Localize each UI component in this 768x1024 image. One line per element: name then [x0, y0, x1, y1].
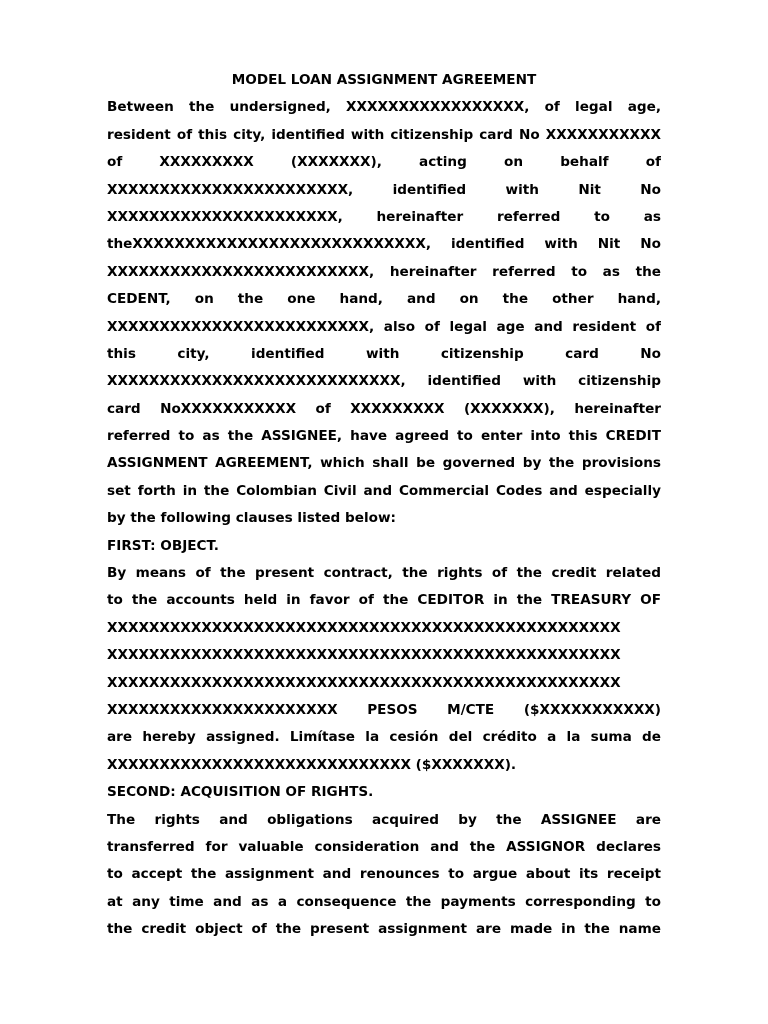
body-line: referred to as the ASSIGNEE, have agreed to enter into this CREDIT	[107, 428, 661, 445]
body-line: XXXXXXXXXXXXXXXXXXXXXXXXXXXXXXXXXXXXXXXXXXXXXXXXX	[107, 619, 621, 636]
body-line: set forth in the Colombian Civil and Commercial Codes and especially	[107, 482, 661, 499]
body-line: XXXXXXXXXXXXXXXXXXXXXXXXXXXX, identified with citizenship	[107, 373, 661, 390]
body-line: XXXXXXXXXXXXXXXXXXXXXXXXX, hereinafter referred to as the	[107, 263, 661, 280]
body-line: SECOND: ACQUISITION OF RIGHTS.	[107, 784, 374, 801]
document-body	[107, 94, 661, 943]
body-line: CEDENT, on the one hand, and on the other hand,	[107, 291, 661, 308]
body-line: XXXXXXXXXXXXXXXXXXXXXXXXXXXXXXXXXXXXXXXXXXXXXXXXX	[107, 674, 621, 691]
body-line: XXXXXXXXXXXXXXXXXXXXXX PESOS M/CTE ($XXXXXXXXXXX)	[107, 701, 661, 718]
body-line: of XXXXXXXXX (XXXXXXX), acting on behalf of	[107, 154, 661, 171]
body-line: card NoXXXXXXXXXXX of XXXXXXXXX (XXXXXXX), hereinafter	[107, 400, 661, 417]
body-line: The rights and obligations acquired by the ASSIGNEE are	[107, 811, 661, 828]
document-page	[107, 67, 661, 944]
body-line: XXXXXXXXXXXXXXXXXXXXXXX, identified with Nit No	[107, 181, 661, 198]
body-line: Between the undersigned, XXXXXXXXXXXXXXXXX, of legal age,	[107, 99, 661, 116]
body-line: XXXXXXXXXXXXXXXXXXXXXXXXXXXXXXXXXXXXXXXXXXXXXXXXX	[107, 647, 621, 664]
body-line: are hereby assigned. Limítase la cesión del crédito a la suma de	[107, 729, 661, 746]
body-line: FIRST: OBJECT.	[107, 537, 219, 554]
body-line: at any time and as a consequence the payments corresponding to	[107, 893, 661, 910]
body-line: XXXXXXXXXXXXXXXXXXXXXX, hereinafter referred to as	[107, 208, 661, 225]
document-title: MODEL LOAN ASSIGNMENT AGREEMENT	[231, 72, 537, 88]
body-line: By means of the present contract, the rights of the credit related	[107, 565, 661, 582]
body-line: by the following clauses listed below:	[107, 510, 396, 527]
body-line: the credit object of the present assignment are made in the name	[107, 921, 661, 938]
body-line: XXXXXXXXXXXXXXXXXXXXXXXXXXXXX ($XXXXXXX).	[107, 756, 517, 773]
body-line: to the accounts held in favor of the CEDITOR in the TREASURY OF	[107, 592, 661, 609]
body-line: transferred for valuable consideration and the ASSIGNOR declares	[107, 838, 661, 855]
body-line: ASSIGNMENT AGREEMENT, which shall be governed by the provisions	[107, 455, 661, 472]
body-line: this city, identified with citizenship card No	[107, 345, 661, 362]
body-line: theXXXXXXXXXXXXXXXXXXXXXXXXXXXX, identified with Nit No	[107, 236, 661, 253]
body-line: XXXXXXXXXXXXXXXXXXXXXXXXX, also of legal age and resident of	[107, 318, 661, 335]
body-line: to accept the assignment and renounces to argue about its receipt	[107, 866, 661, 883]
body-line: resident of this city, identified with citizenship card No XXXXXXXXXXX	[107, 126, 661, 143]
